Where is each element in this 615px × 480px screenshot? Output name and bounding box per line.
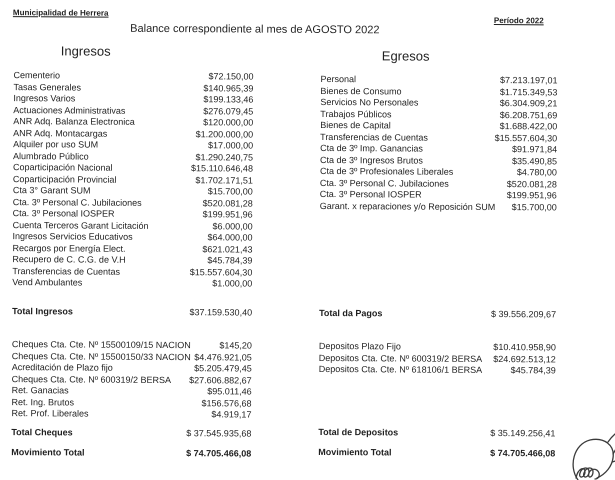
line-item-amount: $6.208.751,69 [499,109,558,120]
total-depositos-row [318,427,555,440]
line-item-amount: $199.951,96 [506,190,557,201]
line-item-label: Cheques Cta. Cte. Nº 15500150/33 NACION [11,350,191,362]
line-item-label: Cta. 3º Personal IOSPER [319,188,422,200]
line-item-label: Cta 3° Garant SUM [12,185,91,196]
movimiento-total-right-row [318,447,555,460]
line-item-amount: $1.000,00 [212,278,253,289]
line-item-label: Cta de 3º Imp. Ganancias [320,142,423,154]
line-item-label: Coparticipación Nacional [12,162,113,173]
organization-name: Municipalidad de Herrera [12,8,109,18]
line-item-label: Cementerio [13,70,61,81]
line-item-amount: $15.557.604,30 [494,132,558,143]
line-item-amount: $520.081,28 [202,197,253,209]
line-item-label: Ingresos Varios [13,93,76,104]
line-item-amount: $6.304.909,21 [499,98,558,109]
line-item-label: Personal [320,73,357,85]
total-pagos-label: Total da Pagos [319,307,383,319]
line-item [320,200,557,213]
line-item-amount: $15.557.604,30 [189,266,253,278]
line-item [11,408,251,421]
line-item-amount: $145,20 [219,340,252,351]
line-item-amount: $199.133,46 [203,94,254,105]
line-item-label: Cheques Cta. Cte. Nº 15500109/15 NACION [11,339,191,351]
line-item-amount: $520.081,28 [506,178,557,189]
line-item-amount: $199.951,96 [202,209,253,220]
total-ingresos-row [12,306,252,319]
line-item-label: Bienes de Consumo [320,85,402,96]
total-depositos-label: Total de Depositos [318,426,399,438]
egresos-items-list [320,74,558,213]
movimiento-total-left-label: Movimiento Total [11,447,85,458]
line-item [319,364,556,377]
signature-scribble-icon [568,428,615,480]
ingresos-items-list [12,70,253,290]
line-item-label: Transferencias de Cuentas [12,265,121,277]
line-item-label: Recargos por Energía Elect. [12,242,126,254]
line-item-label: Ret. Ing. Brutos [11,396,75,407]
line-item-amount: $24.692.513,12 [493,353,556,364]
line-item-amount: $1.290.240,75 [195,151,254,163]
line-item-label: Cta de 3º Profesionales Liberales [319,165,454,177]
line-item-label: ANR Adq. Montacargas [13,127,108,139]
movimiento-total-right-label: Movimiento Total [318,446,392,458]
line-item-amount: $72.150,00 [208,71,254,82]
ingresos-heading: Ingresos [60,43,111,59]
line-item-label: Cheques Cta. Cte. Nº 600319/2 BERSA [11,373,172,385]
line-item-amount: $6.000,00 [212,220,253,232]
line-item-amount: $5.205.479,45 [194,363,252,374]
line-item-amount: $120.000,00 [203,117,254,128]
line-item-label: Bienes de Capital [320,119,391,131]
total-cheques-label: Total Cheques [11,427,73,438]
total-pagos-amount: $ 39.556.209,67 [490,309,557,320]
line-item-label: Tasas Generales [13,81,82,92]
total-pagos-row [319,308,556,321]
line-item-amount: $15.700,00 [207,186,253,197]
line-item-label: Servicios No Personales [320,96,419,108]
total-ingresos-amount: $37.159.530,40 [189,307,253,318]
line-item-label: Cta de 3º Ingresos Brutos [320,154,423,166]
line-item-amount: $27.606.882,67 [189,374,252,386]
total-cheques-row [11,427,251,440]
period-label: Período 2022 [493,16,544,26]
line-item-label: Cta. 3º Personal C. Jubilaciones [319,177,449,189]
line-item-amount: $4.476.921,05 [194,351,252,363]
line-item-label: Recupero de C. C.G. de V.H [12,254,126,265]
line-item-amount: $64.000,00 [207,232,253,243]
line-item-amount: $45.784,39 [510,365,556,376]
movimiento-total-right-amount: $ 74.705.466,08 [490,448,556,459]
line-item-label: Cuenta Terceros Garant Licitación [12,219,149,231]
line-item-label: Coparticipación Provincial [12,173,117,185]
line-item-label: Trabajos Públicos [320,108,392,119]
movimiento-total-left-amount: $ 74.705.466,08 [186,448,252,459]
movimiento-total-left-row [11,447,251,460]
line-item-amount: $45.784,39 [207,255,253,266]
line-item-label: Transferencias de Cuentas [320,131,428,143]
line-item-amount: $4.780,00 [516,167,557,178]
line-item-label: Depositos Cta. Cte. Nº 618106/1 BERSA [318,363,483,375]
page-title: Balance correspondiente al mes de AGOSTO 2022 [130,22,380,37]
line-item-amount: $15.110.646,48 [191,163,254,174]
line-item-amount: $10.410.958,90 [493,342,556,353]
line-item-amount: $1.200.000,00 [195,128,254,140]
total-depositos-amount: $ 35.149.256,41 [490,428,556,439]
line-item-amount: $91.971,84 [512,144,558,155]
line-item-label: Depositos Plazo Fijo [318,340,401,352]
depositos-items-list [319,341,556,377]
line-item-amount: $17.000,00 [208,140,254,151]
line-item-label: Cta. 3º Personal IOSPER [12,208,115,219]
line-item-amount: $7.213.197,01 [499,75,558,86]
line-item-amount: $4.919,17 [211,409,252,420]
line-item-amount: $156.576,68 [201,397,252,409]
line-item-amount: $15.700,00 [511,201,557,212]
line-item-label: Ret. Ganacias [11,385,69,396]
line-item-label: Acreditación de Plazo fijo [11,362,113,373]
line-item-label: Ret. Prof. Liberales [11,408,89,419]
line-item-label: Alumbrado Público [13,150,89,162]
line-item-label: Actuaciones Administrativas [13,104,126,116]
line-item-label: Alquiler por uso SUM [13,139,99,150]
line-item-amount: $35.490,85 [511,155,558,166]
line-item-amount: $621.021,43 [202,243,253,255]
line-item-label: Depositos Cta. Cte. Nº 600319/2 BERSA [318,352,483,364]
line-item-label: Garant. x reparaciones y/o Reposición SUM [319,200,496,212]
total-ingresos-label: Total Ingresos [12,306,73,317]
line-item-label: Vend Ambulantes [12,277,83,288]
line-item-amount: $95.011,46 [207,386,252,397]
line-item-amount: $1.715.349,53 [499,86,558,97]
egresos-heading: Egresos [381,48,430,64]
line-item-label: Cta. 3º Personal C. Jubilaciones [12,196,142,208]
line-item-amount: $1.702.171,51 [195,174,253,186]
total-cheques-amount: $ 37.545.935,68 [186,428,252,439]
cheques-items-list [11,339,251,421]
line-item-amount: $140.965,39 [203,82,254,94]
line-item-amount: $276.079,45 [203,105,254,117]
line-item-amount: $1.688.422,00 [499,121,558,132]
line-item-label: ANR Adq. Balanza Electronica [13,116,135,127]
line-item [12,277,252,290]
line-item-label: Ingresos Servicios Educativos [12,231,133,242]
